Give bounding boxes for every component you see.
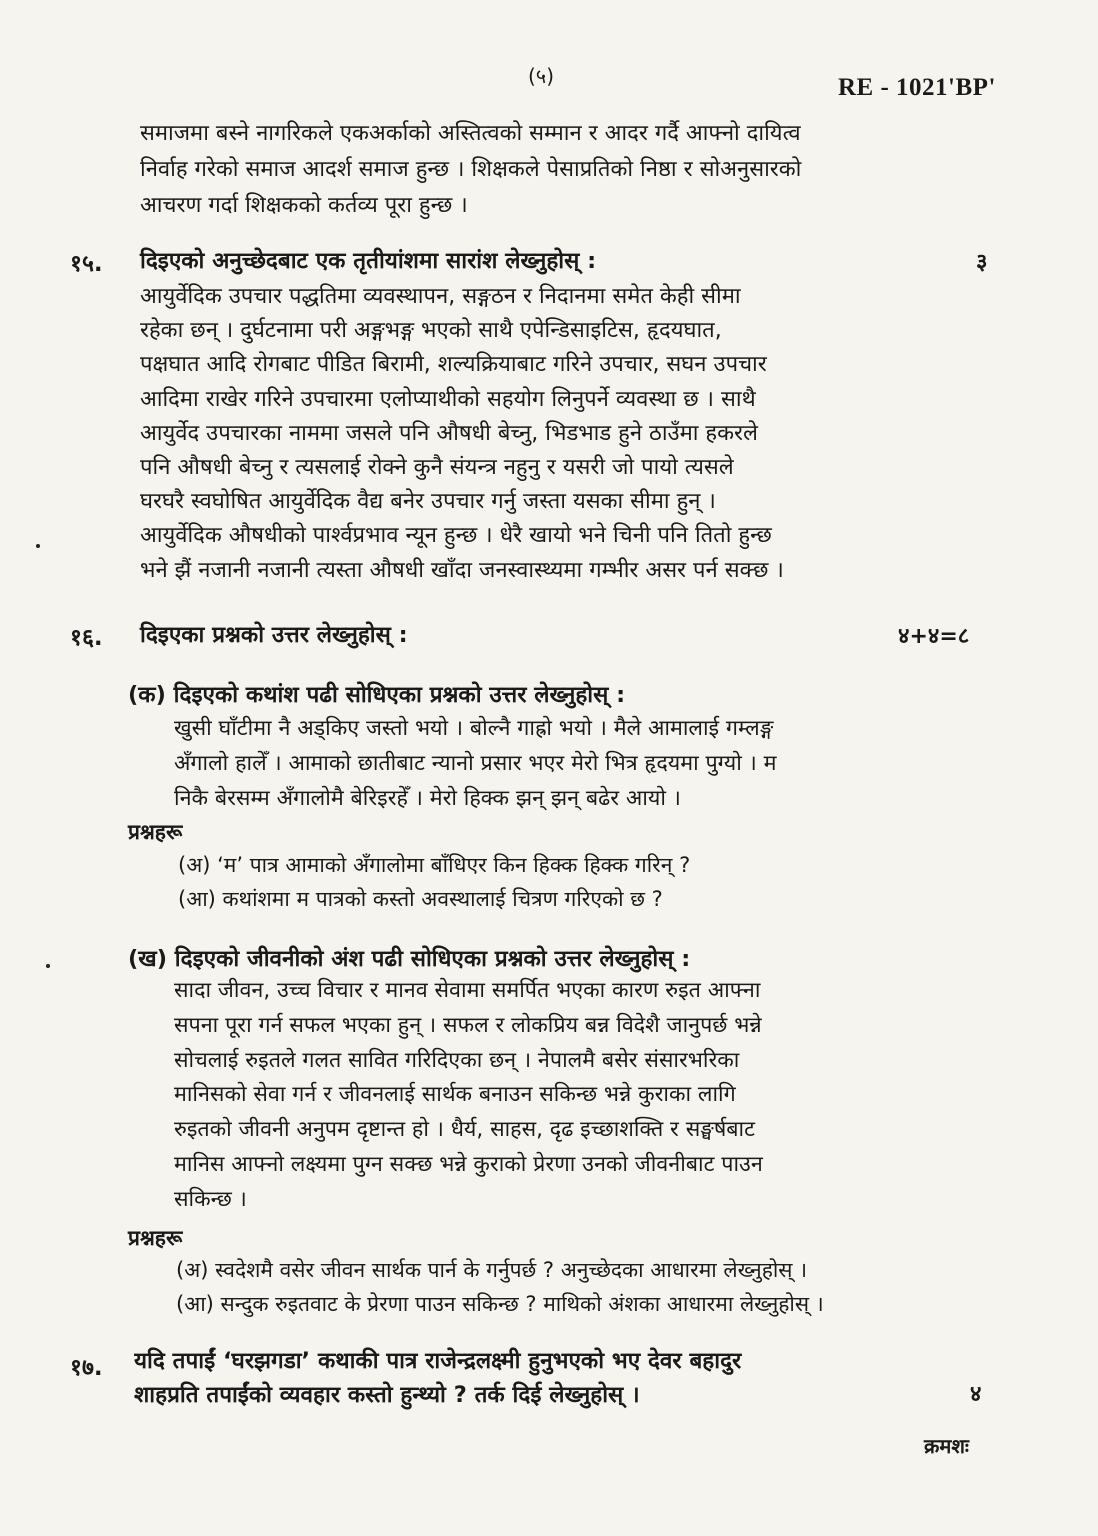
intro-paragraph — [140, 116, 1008, 224]
part-kha-passage — [174, 974, 1006, 1218]
paragraph-line: रुइतको जीवनी अनुपम दृष्टान्त हो । धैर्य, साहस, दृढ इच्छाशक्ति र सङ्घर्षबाट — [174, 1117, 755, 1143]
paragraph-line: पनि औषधी बेच्नु र त्यसलाई रोक्ने कुनै संयन्त्र नहुनु र यसरी जो पायो त्यसले — [140, 455, 734, 481]
paragraph-line: यदि तपाईं ‘घरझगडा’ कथाकी पात्र राजेन्द्रलक्ष्मी हुनुभएको भए देवर बहादुर — [134, 1348, 742, 1374]
continued-label: क्रमशः — [924, 1434, 969, 1458]
question-number-15: १५. — [70, 251, 103, 277]
question-15-marks: ३ — [976, 250, 988, 275]
paragraph-line: मानिस आफ्नो लक्ष्यमा पुग्न सक्छ भन्ने कुराको प्रेरणा उनको जीवनीबाट पाउन — [174, 1151, 763, 1177]
scan-speck — [46, 964, 50, 968]
paragraph-line: सपना पूरा गर्न सफल भएका हुन् । सफल र लोकप्रिय बन्न विदेशै जानुपर्छ भन्ने — [174, 1012, 762, 1038]
paragraph-line: सादा जीवन, उच्च विचार र मानव सेवामा समर्पित भएका कारण रुइत आफ्ना — [174, 978, 761, 1003]
paragraph-line: पक्षघात आदि रोगबाट पीडित बिरामी, शल्यक्रियाबाट गरिने उपचार, सघन उपचार — [140, 352, 767, 378]
paragraph-line: आयुर्वेद उपचारका नाममा जसले पनि औषधी बेच्नु, भिडभाड हुने ठाउँमा हकरले — [140, 420, 758, 446]
question-16-marks: ४+४=८ — [898, 624, 970, 649]
paragraph-line: आयुर्वेदिक उपचार पद्धतिमा व्यवस्थापन, सङ्गठन र निदानमा समेत केही सीमा — [140, 284, 741, 309]
paragraph-line: शाहप्रति तपाईंको व्यवहार कस्तो हुन्थ्यो ? तर्क दिई लेख्नुहोस् । — [134, 1382, 640, 1408]
part-kha-question-a: (अ) स्वदेशमै वसेर जीवन सार्थक पार्न के गर्नुपर्छ ? अनुच्छेदका आधारमा लेख्नुहोस् । — [176, 1258, 808, 1282]
paragraph-line: घरघरै स्वघोषित आयुर्वेदिक वैद्य बनेर उपचार गर्नु जस्ता यसका सीमा हुन् । — [140, 489, 716, 515]
paragraph-line: खुसी घाँटीमा नै अड्किए जस्तो भयो । बोल्नै गाह्रो भयो । मैले आमालाई गम्लङ्ग — [174, 716, 774, 741]
paragraph-line: समाजमा बस्ने नागरिकले एकअर्काको अस्तित्वको सम्मान र आदर गर्दै आफ्नो दायित्व — [140, 121, 801, 146]
question-number-16: १६. — [70, 625, 103, 651]
paragraph-line: निकै बेरसम्म अँगालोमै बेरिइरहेँ । मेरो हिक्क झन् झन् बढेर आयो । — [174, 786, 681, 811]
paragraph-line: अँगालो हालेँ । आमाको छातीबाट न्यानो प्रसार भएर मेरो भित्र हृदयमा पुग्यो । म — [174, 751, 777, 776]
question-15-passage — [140, 280, 1008, 588]
question-17-marks: ४ — [970, 1382, 982, 1407]
part-kha-heading: (ख) दिइएको जीवनीको अंश पढी सोधिएका प्रश्नको उत्तर लेख्नुहोस् : — [128, 946, 691, 972]
question-15-heading: दिइएको अनुच्छेदबाट एक तृतीयांशमा सारांश लेख्नुहोस् : — [140, 248, 597, 274]
paragraph-line: निर्वाह गरेको समाज आदर्श समाज हुन्छ । शिक्षकले पेसाप्रतिको निष्ठा र सोअनुसारको — [140, 157, 802, 182]
paragraph-line: भने झैं नजानी नजानी त्यस्ता औषधी खाँदा जनस्वास्थ्यमा गम्भीर असर पर्न सक्छ । — [140, 557, 784, 583]
page-number: (५) — [528, 64, 555, 88]
part-ka-questions-label: प्रश्नहरू — [128, 820, 183, 844]
paragraph-line: मानिसको सेवा गर्न र जीवनलाई सार्थक बनाउन सकिन्छ भन्ने कुराका लागि — [174, 1082, 736, 1108]
paragraph-line: आचरण गर्दा शिक्षकको कर्तव्य पूरा हुन्छ । — [140, 193, 468, 218]
question-17-text — [134, 1344, 1000, 1412]
part-ka-heading: (क) दिइएको कथांश पढी सोधिएका प्रश्नको उत्तर लेख्नुहोस् : — [128, 682, 626, 708]
paragraph-line: आदिमा राखेर गरिने उपचारमा एलोप्याथीको सहयोग लिनुपर्ने व्यवस्था छ । साथै — [140, 386, 756, 412]
question-number-17: १७. — [70, 1355, 103, 1381]
paragraph-line: सकिन्छ । — [174, 1186, 247, 1212]
part-ka-question-aa: (आ) कथांशमा म पात्रको कस्तो अवस्थालाई चित्रण गरिएको छ ? — [178, 887, 663, 911]
part-ka-question-a: (अ) ‘म’ पात्र आमाको अँगालोमा बाँधिएर किन हिक्क हिक्क गरिन् ? — [178, 853, 691, 877]
paragraph-line: रहेका छन् । दुर्घटनामा परी अङ्गभङ्ग भएको साथै एपेन्डिसाइटिस, हृदयघात, — [140, 318, 722, 344]
scan-speck — [36, 544, 40, 548]
part-ka-passage — [174, 711, 1006, 816]
paragraph-line: आयुर्वेदिक औषधीको पार्श्वप्रभाव न्यून हुन्छ । धेरै खायो भने चिनी पनि तितो हुन्छ — [140, 523, 772, 549]
part-kha-question-aa: (आ) सन्दुक रुइतवाट के प्रेरणा पाउन सकिन्छ ? माथिको अंशका आधारमा लेख्नुहोस् । — [176, 1292, 824, 1316]
part-kha-questions-label: प्रश्नहरू — [128, 1226, 183, 1250]
question-16-heading: दिइएका प्रश्नको उत्तर लेख्नुहोस् : — [140, 622, 408, 648]
paragraph-line: सोचलाई रुइतले गलत सावित गरिदिएका छन् । नेपालमै बसेर संसारभरिका — [174, 1047, 740, 1073]
paper-code: RE - 1021'BP' — [838, 74, 996, 101]
